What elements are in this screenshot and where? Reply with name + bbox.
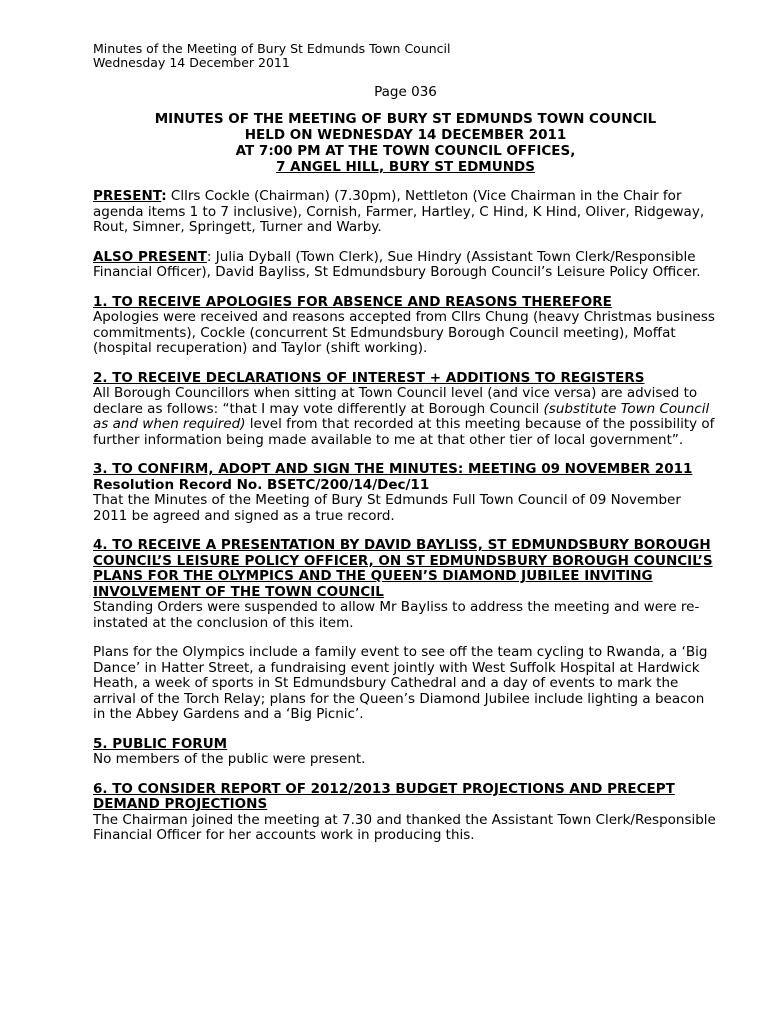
item-6-text: The Chairman joined the meeting at 7.30 and thanked the Assistant Town Clerk/Responsible Financial Officer for her accounts work in producing this.: [93, 811, 716, 843]
item-5-heading: 5. PUBLIC FORUM: [93, 735, 228, 752]
item-3-text: That the Minutes of the Meeting of Bury St Edmunds Full Town Council of 09 November 2011 be agreed and signed as a true record.: [93, 492, 681, 524]
item-3: [93, 462, 718, 524]
item-5-text: No members of the public were present.: [93, 751, 366, 767]
header-line-1: Minutes of the Meeting of Bury St Edmunds Town Council: [93, 41, 451, 56]
item-1-heading: 1. TO RECEIVE APOLOGIES FOR ABSENCE AND REASONS THEREFORE: [93, 293, 612, 310]
item-6: [93, 782, 718, 844]
item-2-text-b: level from that recorded at this meeting because of the possibility of further information being made available to me at that other tier of local government”.: [93, 416, 715, 448]
item-1-text: Apologies were received and reasons accepted from Cllrs Chung (heavy Christmas business commitments), Cockle (concurrent St Edmundsbury Borough Council meeting), Moffat (hospital recuperation) and Taylor (shift working).: [93, 309, 715, 356]
present-label: PRESENT: [93, 188, 162, 204]
item-2: [93, 371, 718, 449]
running-header: [93, 42, 718, 70]
item-6-heading: 6. TO CONSIDER REPORT OF 2012/2013 BUDGET PROJECTIONS AND PRECEPT DEMAND PROJECTIONS: [93, 780, 675, 812]
item-4-text-2: Plans for the Olympics include a family event to see off the team cycling to Rwanda, a ‘Big Dance’ in Hatter Street, a fundraising event jointly with West Suffolk Hospital at Hardwick Heath, a week of sports in St Edmundsbury Cathedral and a day of events to mark the arrival of the Torch Relay; plans for the Queen’s Diamond Jubilee include lighting a beacon in the Abbey Gardens and a ‘Big Picnic’.: [93, 644, 708, 722]
also-present-text: Julia Dyball (Town Clerk), Sue Hindry (Assistant Town Clerk/Responsible Financial Officer), David Bayliss, St Edmundsbury Borough Council’s Leisure Policy Officer.: [93, 248, 701, 280]
present-text: Cllrs Cockle (Chairman) (7.30pm), Nettleton (Vice Chairman in the Chair for agenda items 1 to 7 inclusive), Cornish, Farmer, Hartley, C Hind, K Hind, Oliver, Ridgeway, Rout, Simner, Springett, Turner and Warby.: [93, 188, 705, 235]
item-4: [93, 538, 718, 723]
item-2-text-a: All Borough Councillors when sitting at Town Council level (and vice versa) are advised to declare as follows: “that I may vote differently at Borough Council: [93, 385, 698, 417]
page-number: Page 036: [374, 84, 437, 100]
item-4-text-1: Standing Orders were suspended to allow Mr Bayliss to address the meeting and were re-instated at the conclusion of this item.: [93, 599, 700, 631]
item-5: [93, 737, 718, 768]
header-line-2: Wednesday 14 December 2011: [93, 55, 290, 70]
also-present-label: ALSO PRESENT: [93, 248, 207, 265]
title-line-3: AT 7:00 PM AT THE TOWN COUNCIL OFFICES,: [235, 143, 576, 159]
title-line-1: MINUTES OF THE MEETING OF BURY ST EDMUNDS TOWN COUNCIL: [154, 111, 657, 127]
item-4-heading: 4. TO RECEIVE A PRESENTATION BY DAVID BAYLISS, ST EDMUNDSBURY BOROUGH COUNCIL’S LEISURE POLICY OFFICER, ON ST EDMUNDSBURY BOROUGH COUNCIL’S PLANS FOR THE OLYMPICS AND THE QUEEN’S DIAMOND JUBILEE INVITING INVOLVEMENT OF THE TOWN COUNCIL: [93, 537, 713, 600]
item-1: [93, 295, 718, 357]
document-title: [93, 111, 718, 175]
item-2-heading: 2. TO RECEIVE DECLARATIONS OF INTEREST + ADDITIONS TO REGISTERS: [93, 369, 645, 386]
title-line-4: 7 ANGEL HILL, BURY ST EDMUNDS: [276, 159, 535, 175]
document-page: [93, 42, 718, 858]
title-line-2: HELD ON WEDNESDAY 14 DECEMBER 2011: [244, 127, 567, 143]
item-3-heading: 3. TO CONFIRM, ADOPT AND SIGN THE MINUTES: MEETING 09 NOVEMBER 2011: [93, 461, 693, 477]
item-2-text-italic: (substitute Town Council as and when required): [93, 400, 710, 432]
present-section: PRESENT: Cllrs Cockle (Chairman) (7.30pm), Nettleton (Vice Chairman in the Chair for agenda items 1 to 7 inclusive), Cornish, Farmer, Hartley, C Hind, K Hind, Oliver, Ridgeway, Rout, Simner, Springett, Turner and Warby.: [93, 188, 705, 235]
item-3-resolution: Resolution Record No. BSETC/200/14/Dec/11: [93, 476, 430, 493]
also-present-section: ALSO PRESENT: Julia Dyball (Town Clerk), Sue Hindry (Assistant Town Clerk/Responsible Financial Officer), David Bayliss, St Edmundsbury Borough Council’s Leisure Policy Officer.: [93, 248, 701, 280]
